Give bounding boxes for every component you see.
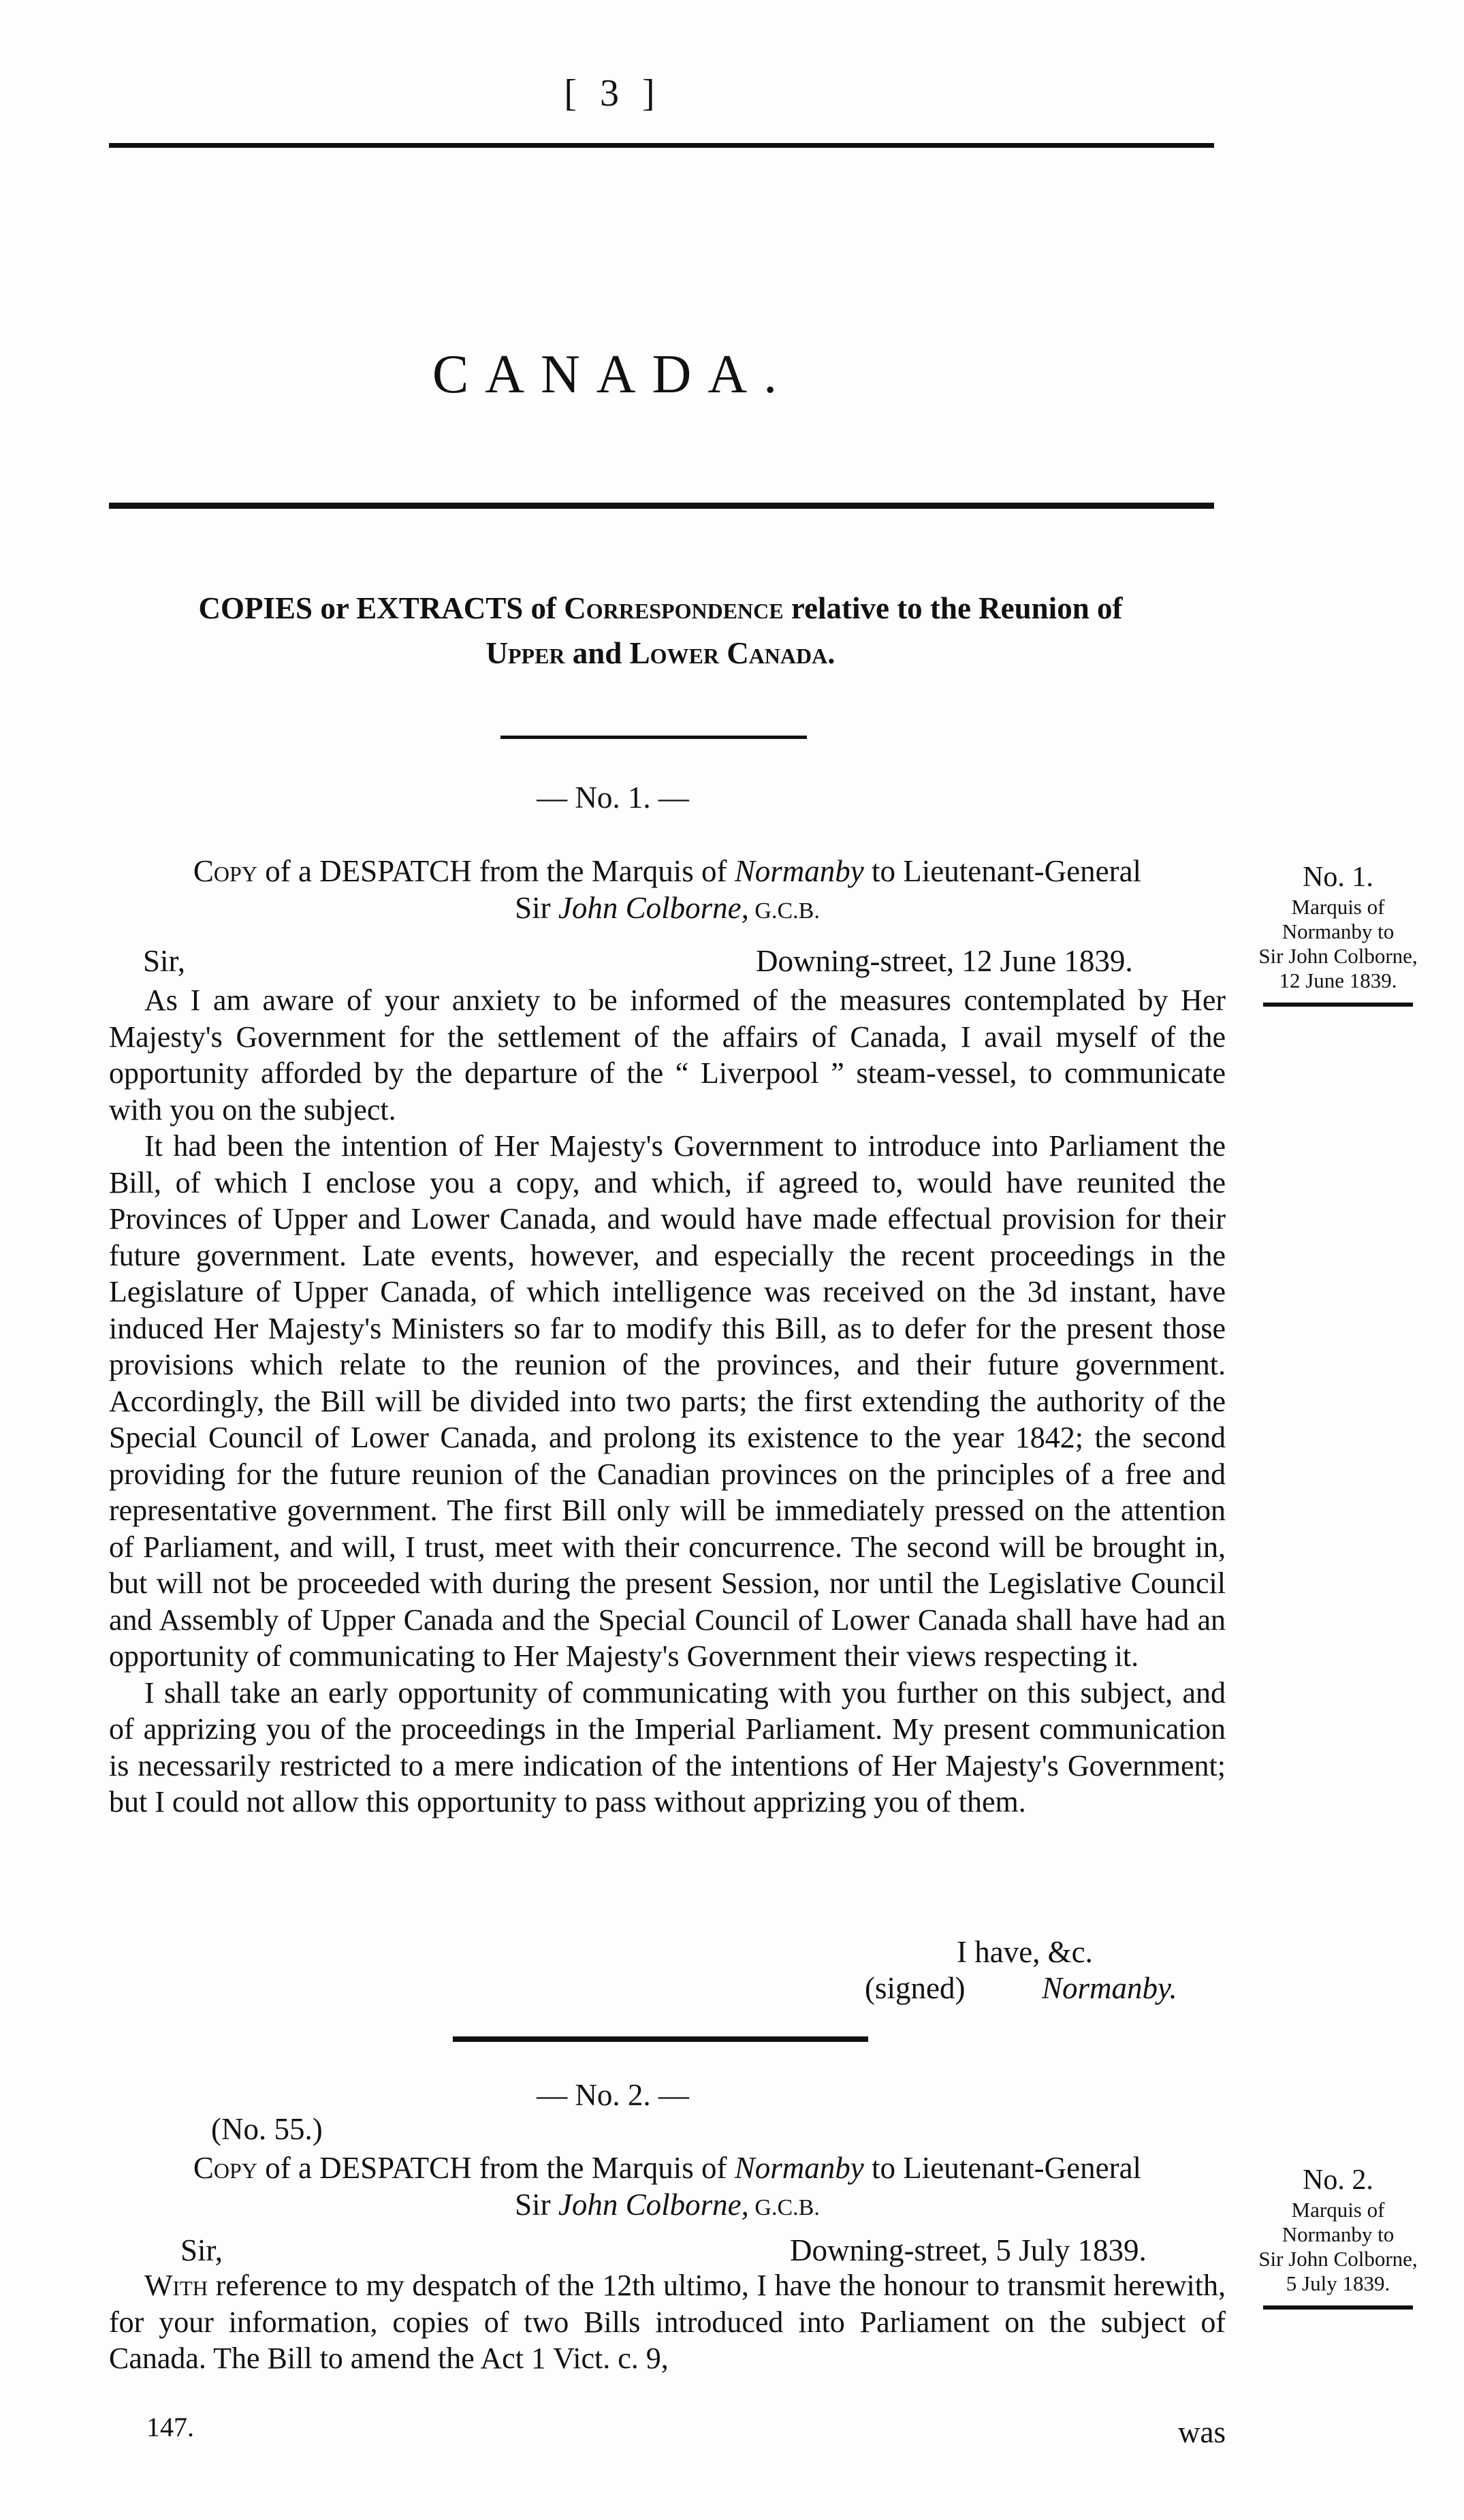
despatch-2-header-line-2 bbox=[109, 2186, 1226, 2226]
despatch-1-salutation: Sir, bbox=[143, 944, 185, 978]
despatch-1-signature: Normanby. bbox=[1042, 1971, 1177, 2005]
margin-number: No. 2. bbox=[1303, 2164, 1373, 2196]
heading-and: and bbox=[564, 636, 630, 670]
despatch-2-reference: (No. 55.) bbox=[211, 2112, 323, 2146]
margin-rule bbox=[1263, 1003, 1413, 1007]
despatch-2-margin-note bbox=[1236, 2162, 1440, 2310]
heading-line-1 bbox=[109, 586, 1212, 631]
despatch-1-number: — No. 1. — bbox=[537, 781, 689, 815]
title-rule bbox=[109, 503, 1214, 509]
despatch-2-number: — No. 2. — bbox=[537, 2078, 689, 2112]
despatch-1-body bbox=[109, 982, 1226, 1821]
recipient-honour: G.C.B. bbox=[748, 2195, 820, 2220]
despatch-1-signed: (signed) bbox=[865, 1971, 966, 2005]
recipient-name: John Colborne, bbox=[558, 2188, 749, 2222]
sir-text: Sir bbox=[515, 891, 558, 925]
despatch-1-closing: I have, &c. bbox=[957, 1935, 1093, 1969]
despatch-1-header bbox=[109, 853, 1226, 930]
despatch-1-paragraph-2: It had been the intention of Her Majesty's Government to introduce into Parliament the Bill, of which I enclose you a copy, and which, if agreed to, would have reunited the Provinces of Upper and Lower Canada, and would have made effectual provision for their future government. Late events, however, and especially the recent proceedings in the Legislature of Upper Canada, of which intelligence was received on the 3d instant, have induced Her Majesty's Ministers so far to modify this Bill, as to defer for the present those provisions which relate to the reunion of the provinces, and their future government. Accordingly, the Bill will be divided into two parts; the first extending the authority of the Special Council of Lower Canada, and prolong its existence to the year 1842; the second providing for the future reunion of the Canadian provinces on the principles of a free and representative government. The first Bill only will be immediately pressed on the attention of Parliament, and will, I trust, meet with their concurrence. The second will be brought in, but will not be proceeded with during the present Session, nor until the Legislative Council and Assembly of Upper Canada and the Special Council of Lower Canada shall have had an opportunity of communicating to Her Majesty's Government their views respecting it. bbox=[109, 1129, 1226, 1673]
despatch-2-salutation: Sir, bbox=[180, 2233, 223, 2267]
copy-label: Copy bbox=[193, 854, 257, 888]
sender-name: Normanby bbox=[734, 854, 864, 888]
despatch-separator-rule bbox=[453, 2036, 868, 2042]
despatch-1-paragraph-3: I shall take an early opportunity of communicating with you further on this subject, and of apprizing you of the proceedings in the Imperial Parliament. My present communication is necessarily restricted to a mere indication of the intentions of Her Majesty's Government; but I could not allow this opportunity to pass without apprizing you of them. bbox=[109, 1675, 1226, 1818]
despatch-2-header-line-1 bbox=[109, 2149, 1226, 2186]
despatch-2-body bbox=[109, 2267, 1226, 2377]
copy-text: of a DESPATCH from the Marquis of bbox=[257, 2151, 735, 2185]
heading bbox=[109, 586, 1212, 676]
despatch-1-header-line-2 bbox=[109, 889, 1226, 930]
margin-rule bbox=[1263, 2305, 1413, 2310]
margin-line-1: Marquis of bbox=[1291, 895, 1385, 919]
copy-text: of a DESPATCH from the Marquis of bbox=[257, 854, 735, 888]
despatch-1-margin-note bbox=[1236, 860, 1440, 1007]
despatch-2-paragraph-text: reference to my despatch of the 12th ultimo, I have the honour to transmit herewith, for your information, copies of two Bills introduced into Parliament on the subject of Canada. The Bill to amend the Act 1 Vict. c. 9, bbox=[109, 2269, 1226, 2375]
margin-number: No. 1. bbox=[1303, 862, 1373, 893]
margin-line-3: Sir John Colborne, bbox=[1258, 944, 1418, 968]
margin-line-4: 5 July 1839. bbox=[1286, 2271, 1390, 2295]
despatch-2-opening-word: With bbox=[144, 2269, 208, 2302]
recipient-rank: to Lieutenant-General bbox=[863, 854, 1142, 888]
top-rule bbox=[109, 143, 1214, 148]
footer-catchword: was bbox=[1178, 2415, 1226, 2449]
footer-signature-mark: 147. bbox=[146, 2412, 194, 2442]
despatch-2-place-date: Downing-street, 5 July 1839. bbox=[790, 2233, 1147, 2267]
despatch-2-paragraph bbox=[109, 2267, 1226, 2377]
heading-lower-canada: Lower Canada bbox=[629, 636, 828, 670]
margin-line-1: Marquis of bbox=[1291, 2198, 1385, 2222]
despatch-1-header-line-1 bbox=[109, 853, 1226, 889]
heading-period: . bbox=[827, 636, 836, 670]
sender-name: Normanby bbox=[734, 2151, 864, 2185]
heading-text-a: COPIES or EXTRACTS of bbox=[198, 591, 564, 625]
despatch-2-header bbox=[109, 2149, 1226, 2226]
heading-upper: Upper bbox=[486, 636, 565, 670]
heading-rule bbox=[500, 736, 807, 739]
recipient-honour: G.C.B. bbox=[748, 898, 820, 924]
heading-line-2 bbox=[109, 631, 1212, 676]
copy-label: Copy bbox=[193, 2151, 257, 2185]
margin-line-3: Sir John Colborne, bbox=[1258, 2247, 1418, 2271]
margin-line-4: 12 June 1839. bbox=[1279, 968, 1397, 992]
despatch-1-place-date: Downing-street, 12 June 1839. bbox=[756, 944, 1133, 978]
recipient-rank: to Lieutenant-General bbox=[863, 2151, 1142, 2185]
despatch-1-paragraph-1: As I am aware of your anxiety to be informed of the measures contemplated by Her Majesty's Government for the settlement of the affairs of Canada, I avail myself of the opportunity afforded by the departure of the “ Liverpool ” steam-vessel, to communicate with you on the subject. bbox=[109, 983, 1226, 1127]
margin-line-2: Normanby to bbox=[1282, 2222, 1395, 2246]
page-number: [ 3 ] bbox=[564, 72, 662, 114]
heading-text-b: Correspondence bbox=[564, 591, 784, 625]
page-title: CANADA. bbox=[432, 345, 794, 405]
heading-text-c: relative to the Reunion of bbox=[783, 591, 1123, 625]
margin-line-2: Normanby to bbox=[1282, 919, 1395, 943]
sir-text: Sir bbox=[515, 2188, 558, 2222]
recipient-name: John Colborne, bbox=[558, 891, 749, 925]
